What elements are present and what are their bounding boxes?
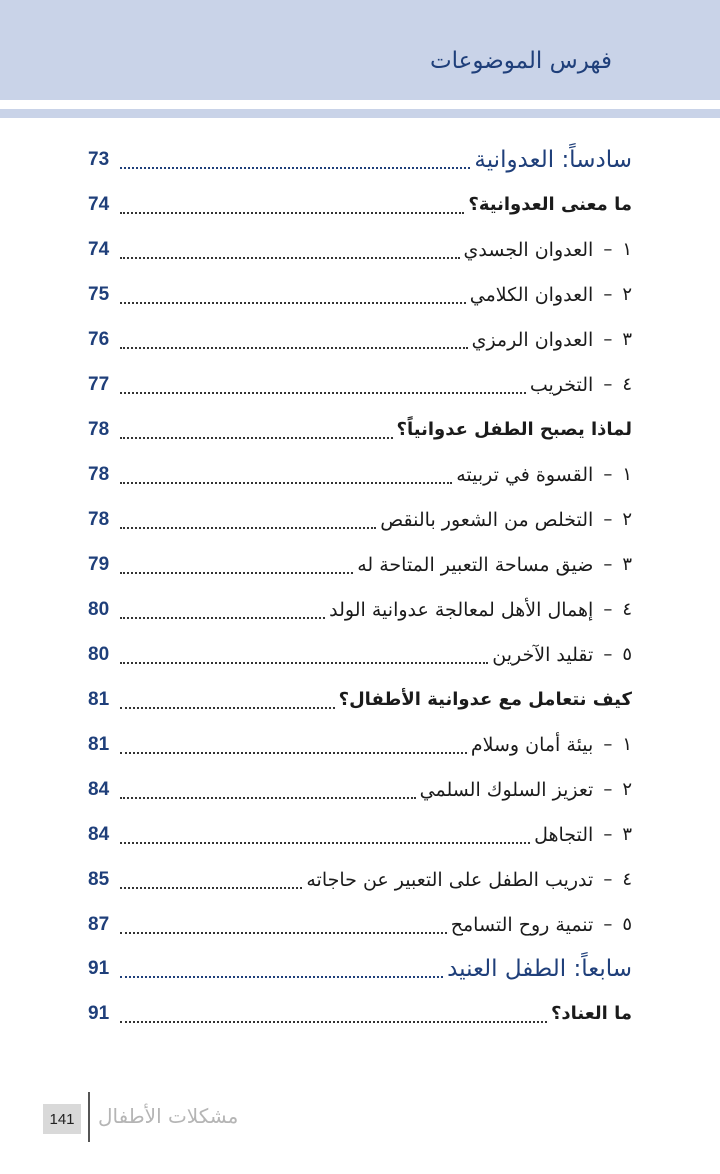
toc-entry-title: القسوة في تربيته <box>456 463 594 486</box>
toc-entry-title: بيئة أمان وسلام <box>470 733 594 756</box>
item-dash: – <box>603 239 613 260</box>
toc-entry-title: ضيق مساحة التعبير المتاحة له <box>357 553 594 576</box>
toc-entry-title: تدريب الطفل على التعبير عن حاجاته <box>306 868 594 891</box>
toc-item-row <box>88 812 632 857</box>
item-number: ١ <box>622 734 632 755</box>
toc-entry-title: ما معنى العدوانية؟ <box>468 194 632 215</box>
toc-page-number: 80 <box>88 598 110 620</box>
toc-item-row <box>88 767 632 812</box>
toc-page-number: 77 <box>88 373 110 395</box>
toc-page-number: 84 <box>88 823 110 845</box>
toc-entry-title: لماذا يصبح الطفل عدوانياً؟ <box>396 419 632 440</box>
page-footer <box>0 1092 720 1152</box>
toc-page-number: 76 <box>88 328 110 350</box>
toc-page-number: 74 <box>88 238 110 260</box>
toc-section-row <box>88 991 632 1036</box>
item-dash: – <box>603 869 613 890</box>
header-band <box>0 0 720 100</box>
dot-leader <box>120 302 466 304</box>
toc-item-row <box>88 587 632 632</box>
toc-entry-title: كيف نتعامل مع عدوانية الأطفال؟ <box>338 689 632 710</box>
toc-entry-title: العدوان الرمزي <box>471 328 594 351</box>
toc-item-row <box>88 317 632 362</box>
toc-page-number: 78 <box>88 418 110 440</box>
dot-leader <box>120 797 416 799</box>
item-number: ٣ <box>622 824 632 845</box>
item-dash: – <box>603 509 613 530</box>
item-dash: – <box>603 779 613 800</box>
toc-chapter-row <box>88 947 632 991</box>
toc-page-number: 80 <box>88 643 110 665</box>
toc-item-row <box>88 632 632 677</box>
toc-entry-title: العدوان الجسدي <box>463 238 594 261</box>
item-dash: – <box>603 329 613 350</box>
dot-leader <box>120 842 530 844</box>
item-dash: – <box>603 464 613 485</box>
toc-section-row <box>88 407 632 452</box>
toc-item-row <box>88 362 632 407</box>
item-dash: – <box>603 914 613 935</box>
item-number: ٣ <box>622 329 632 350</box>
dot-leader <box>120 347 468 349</box>
item-dash: – <box>603 374 613 395</box>
dot-leader <box>120 167 470 169</box>
toc-entry-title: تقليد الآخرين <box>492 643 594 666</box>
item-number: ٤ <box>622 599 632 620</box>
dot-leader <box>120 212 464 214</box>
item-number: ٣ <box>622 554 632 575</box>
toc-entry-title: سادساً: العدوانية <box>474 147 632 173</box>
dot-leader <box>120 527 376 529</box>
toc-entry-title: إهمال الأهل لمعالجة عدوانية الولد <box>329 598 594 621</box>
toc-item-row <box>88 542 632 587</box>
toc-entry-title: التخلص من الشعور بالنقص <box>380 508 594 531</box>
toc-section-row <box>88 677 632 722</box>
dot-leader <box>120 392 526 394</box>
toc-item-row <box>88 497 632 542</box>
toc-item-row <box>88 272 632 317</box>
dot-leader <box>120 707 335 709</box>
item-dash: – <box>603 734 613 755</box>
item-number: ٢ <box>622 284 632 305</box>
footer-divider <box>88 1092 90 1142</box>
dot-leader <box>120 932 447 934</box>
page-number: 141 <box>43 1104 81 1134</box>
item-dash: – <box>603 824 613 845</box>
page-title: فهرس الموضوعات <box>429 48 612 74</box>
toc-page-number: 85 <box>88 868 110 890</box>
toc-section-row <box>88 182 632 227</box>
item-number: ١ <box>622 239 632 260</box>
dot-leader <box>120 752 467 754</box>
toc-item-row <box>88 452 632 497</box>
item-number: ١ <box>622 464 632 485</box>
dot-leader <box>120 617 325 619</box>
toc-entry-title: تعزيز السلوك السلمي <box>419 778 594 801</box>
dot-leader <box>120 1021 547 1023</box>
toc-item-row <box>88 857 632 902</box>
toc-entry-title: العدوان الكلامي <box>469 283 594 306</box>
book-title: مشكلات الأطفال <box>98 1104 239 1128</box>
toc-page-number: 75 <box>88 283 110 305</box>
item-number: ٢ <box>622 779 632 800</box>
toc-item-row <box>88 722 632 767</box>
toc-page-number: 91 <box>88 958 110 979</box>
item-dash: – <box>603 644 613 665</box>
item-dash: – <box>603 599 613 620</box>
item-number: ٢ <box>622 509 632 530</box>
toc-page-number: 78 <box>88 508 110 530</box>
dot-leader <box>120 572 353 574</box>
toc-page-number: 91 <box>88 1002 110 1024</box>
toc-page-number: 73 <box>88 149 110 170</box>
toc-entry-title: التجاهل <box>534 823 594 846</box>
toc-entry-title: سابعاً: الطفل العنيد <box>447 956 632 982</box>
item-dash: – <box>603 284 613 305</box>
toc-page-number: 81 <box>88 733 110 755</box>
item-number: ٤ <box>622 869 632 890</box>
toc-entry-title: ما العناد؟ <box>550 1003 632 1024</box>
item-number: ٤ <box>622 374 632 395</box>
toc-page-number: 78 <box>88 463 110 485</box>
item-dash: – <box>603 554 613 575</box>
dot-leader <box>120 257 460 259</box>
toc-entry-title: التخريب <box>529 373 594 396</box>
dot-leader <box>120 437 393 439</box>
toc-item-row <box>88 227 632 272</box>
toc-page-number: 87 <box>88 913 110 935</box>
toc-entry-title: تنمية روح التسامح <box>450 913 594 936</box>
table-of-contents <box>88 138 632 1036</box>
item-number: ٥ <box>622 914 632 935</box>
item-number: ٥ <box>622 644 632 665</box>
toc-page-number: 74 <box>88 193 110 215</box>
toc-page-number: 79 <box>88 553 110 575</box>
toc-page-number: 81 <box>88 688 110 710</box>
toc-item-row <box>88 902 632 947</box>
dot-leader <box>120 976 443 978</box>
dot-leader <box>120 662 488 664</box>
toc-chapter-row <box>88 138 632 182</box>
dot-leader <box>120 482 452 484</box>
toc-page-number: 84 <box>88 778 110 800</box>
dot-leader <box>120 887 302 889</box>
header-divider-stripe <box>0 109 720 118</box>
